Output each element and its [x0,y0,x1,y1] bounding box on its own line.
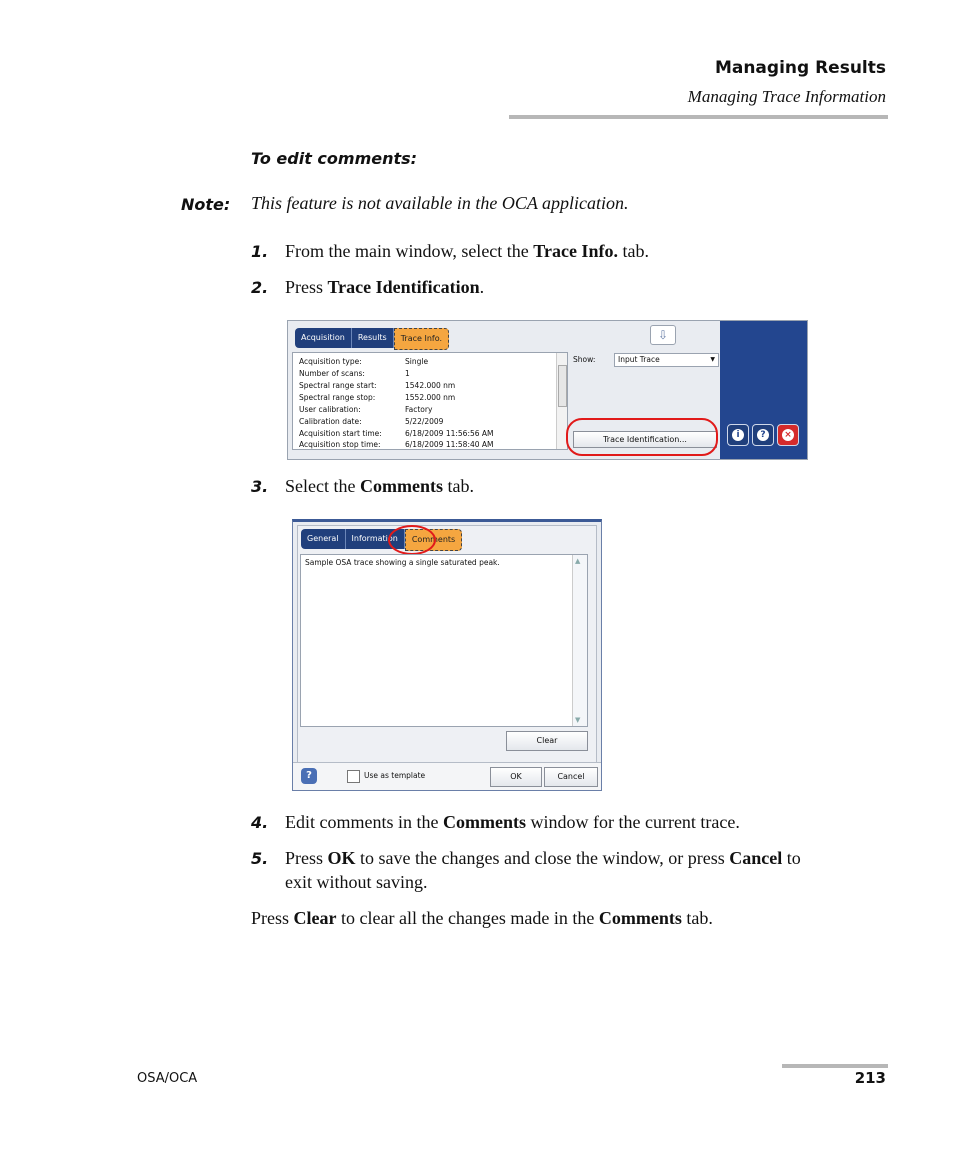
closing-text-part: tab. [681,908,713,928]
info-label: Spectral range stop: [299,393,376,402]
tab-information[interactable]: Information [346,529,405,549]
comments-textarea[interactable] [300,554,588,727]
closing-text-part: to clear all the changes made in the [336,908,599,928]
step-text-part: Press [285,848,328,868]
comments-scrollbar[interactable] [572,555,587,726]
step-text-part: tab. [617,241,649,261]
closing-ui-term: Clear [293,908,337,928]
info-value: 5/22/2009 [405,417,444,426]
info-icon[interactable]: i [727,424,749,446]
use-as-template-label: Use as template [364,771,426,780]
closing-text-part: Press [251,908,294,928]
step-number: 2. [251,278,269,297]
step-text [285,846,885,894]
step-text [285,474,474,498]
comments-text: Sample OSA trace showing a single saturated peak. [305,558,500,567]
step-number: 3. [251,477,269,496]
info-label: Number of scans: [299,369,365,378]
step-text-part: . [479,277,485,297]
highlight-oval [388,525,436,555]
step-number: 5. [251,849,269,868]
footer-rule [782,1064,888,1068]
clear-button[interactable]: Clear [506,731,588,751]
procedure-title: To edit comments: [251,149,418,168]
chevron-down-icon[interactable]: ▼ [575,716,581,724]
info-label: Spectral range start: [299,381,377,390]
show-dropdown[interactable] [614,353,719,367]
step-number: 1. [251,242,269,261]
trace-identification-button[interactable]: Trace Identification... [573,431,717,448]
dialog-tab-bar [301,529,462,551]
info-label: Acquisition start time: [299,429,382,438]
help-icon[interactable]: ? [301,768,317,784]
ok-button[interactable]: OK [490,767,542,787]
info-label: Acquisition type: [299,357,362,366]
step-text [285,810,740,834]
step-text-part: window for the current trace. [525,812,740,832]
cancel-button[interactable]: Cancel [544,767,598,787]
use-as-template-checkbox[interactable] [347,770,360,783]
header-rule [509,115,888,119]
step-text-part: From the main window, select the [285,241,534,261]
main-tab-bar [295,328,449,350]
info-value: Factory [405,405,433,414]
step-text [285,239,649,263]
show-dropdown-value: Input Trace [618,355,660,364]
step-text-part: Select the [285,476,360,496]
info-value: Single [405,357,429,366]
closing-ui-term: Comments [598,908,682,928]
chevron-up-icon[interactable]: ▲ [575,557,581,565]
step-text-part: to save the changes and close the window, or press [355,848,730,868]
step-ui-term: OK [327,848,356,868]
info-label: Acquisition stop time: [299,440,381,449]
step-ui-term: Comments [442,812,526,832]
down-arrow-icon[interactable]: ⇩ [650,325,676,345]
tab-comments[interactable]: Comments [405,529,462,551]
highlight-oval [566,418,718,456]
footer-product: OSA/OCA [137,1071,198,1086]
running-header-subtitle: Managing Trace Information [687,87,886,106]
running-header-title: Managing Results [714,58,886,78]
tab-acquisition[interactable]: Acquisition [295,328,352,348]
info-value: 1552.000 nm [405,393,456,402]
step-ui-term: Cancel [729,848,783,868]
trace-info-screenshot [287,320,808,460]
info-value: 1542.000 nm [405,381,456,390]
step-text-part: Press [285,277,328,297]
scrollbar-thumb[interactable] [558,365,567,407]
info-value: 6/18/2009 11:58:40 AM [405,440,494,449]
help-icon[interactable]: ? [752,424,774,446]
step-text-part: to [782,848,801,868]
tab-general[interactable]: General [301,529,346,549]
dialog-footer [293,762,601,791]
tab-results[interactable]: Results [352,328,394,348]
info-value: 1 [405,369,410,378]
step-ui-term: Trace Identification [327,277,480,297]
step-number: 4. [251,813,269,832]
step-text-part: exit without saving. [285,872,428,892]
page-number: 213 [854,1069,886,1087]
step-text-part: tab. [442,476,474,496]
step-ui-term: Comments [359,476,443,496]
step-ui-term: Trace Info. [533,241,618,261]
tab-trace-info[interactable]: Trace Info. [394,328,449,350]
note-text: This feature is not available in the OCA application. [251,193,629,213]
step-text-part: Edit comments in the [285,812,443,832]
right-control-panel [720,321,807,459]
info-label: Calibration date: [299,417,362,426]
step-text [285,275,484,299]
closing-paragraph [251,906,713,930]
info-value: 6/18/2009 11:56:56 AM [405,429,494,438]
note-label: Note: [181,195,231,214]
close-icon[interactable]: × [777,424,799,446]
trace-info-panel [292,352,568,450]
info-label: User calibration: [299,405,361,414]
trace-identification-dialog [292,519,602,791]
show-label: Show: [573,355,596,364]
chevron-down-icon: ▼ [710,356,715,363]
